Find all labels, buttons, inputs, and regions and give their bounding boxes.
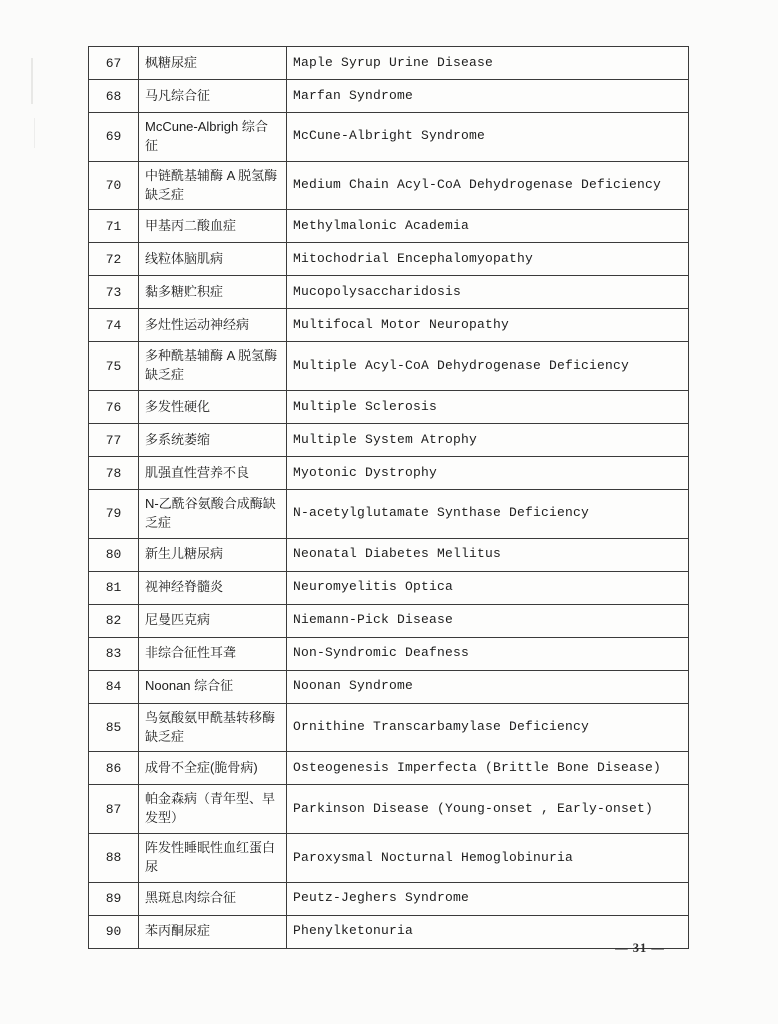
- english-name-cell: Phenylketonuria: [287, 915, 689, 948]
- row-number-cell: 77: [89, 424, 139, 457]
- table-row: [89, 490, 689, 539]
- row-number-cell: 83: [89, 637, 139, 670]
- row-number-cell: 80: [89, 538, 139, 571]
- table-row: [89, 161, 689, 210]
- english-name-cell: Medium Chain Acyl-CoA Dehydrogenase Deficiency: [287, 161, 689, 210]
- row-number-cell: 72: [89, 243, 139, 276]
- row-number-cell: 89: [89, 882, 139, 915]
- row-number-cell: 71: [89, 210, 139, 243]
- english-name-cell: Multiple System Atrophy: [287, 424, 689, 457]
- chinese-name-cell: 肌强直性营养不良: [139, 457, 287, 490]
- english-name-cell: Marfan Syndrome: [287, 80, 689, 113]
- table-row: [89, 571, 689, 604]
- english-name-cell: Multiple Acyl-CoA Dehydrogenase Deficiency: [287, 342, 689, 391]
- chinese-name-cell: 帕金森病（青年型、早发型）: [139, 785, 287, 834]
- table-row: [89, 47, 689, 80]
- scan-artifact: [31, 58, 33, 104]
- english-name-cell: Methylmalonic Academia: [287, 210, 689, 243]
- english-name-cell: Neonatal Diabetes Mellitus: [287, 538, 689, 571]
- chinese-name-cell: 线粒体脑肌病: [139, 243, 287, 276]
- english-name-cell: Maple Syrup Urine Disease: [287, 47, 689, 80]
- table-row: [89, 243, 689, 276]
- rare-disease-table: [88, 46, 689, 949]
- row-number-cell: 68: [89, 80, 139, 113]
- rare-disease-table-body: [89, 47, 689, 949]
- row-number-cell: 75: [89, 342, 139, 391]
- chinese-name-cell: 成骨不全症(脆骨病): [139, 752, 287, 785]
- row-number-cell: 82: [89, 604, 139, 637]
- chinese-name-cell: 非综合征性耳聋: [139, 637, 287, 670]
- chinese-name-cell: 苯丙酮尿症: [139, 915, 287, 948]
- chinese-name-cell: 多种酰基辅酶 A 脱氢酶缺乏症: [139, 342, 287, 391]
- chinese-name-cell: 黏多糖贮积症: [139, 276, 287, 309]
- chinese-name-cell: 多发性硬化: [139, 391, 287, 424]
- row-number-cell: 73: [89, 276, 139, 309]
- table-row: [89, 276, 689, 309]
- table-row: [89, 391, 689, 424]
- row-number-cell: 79: [89, 490, 139, 539]
- chinese-name-cell: Noonan 综合征: [139, 670, 287, 703]
- chinese-name-cell: McCune-Albrigh 综合征: [139, 113, 287, 162]
- english-name-cell: Mitochodrial Encephalomyopathy: [287, 243, 689, 276]
- row-number-cell: 74: [89, 309, 139, 342]
- table-row: [89, 637, 689, 670]
- english-name-cell: Niemann-Pick Disease: [287, 604, 689, 637]
- page-number: — 31 —: [615, 941, 665, 955]
- table-row: [89, 309, 689, 342]
- row-number-cell: 67: [89, 47, 139, 80]
- english-name-cell: Non-Syndromic Deafness: [287, 637, 689, 670]
- row-number-cell: 86: [89, 752, 139, 785]
- row-number-cell: 70: [89, 161, 139, 210]
- english-name-cell: Ornithine Transcarbamylase Deficiency: [287, 703, 689, 752]
- english-name-cell: Paroxysmal Nocturnal Hemoglobinuria: [287, 834, 689, 883]
- table-row: [89, 424, 689, 457]
- chinese-name-cell: 鸟氨酸氨甲酰基转移酶缺乏症: [139, 703, 287, 752]
- row-number-cell: 90: [89, 915, 139, 948]
- row-number-cell: 84: [89, 670, 139, 703]
- row-number-cell: 85: [89, 703, 139, 752]
- table-row: [89, 834, 689, 883]
- table-row: [89, 915, 689, 948]
- table-row: [89, 80, 689, 113]
- chinese-name-cell: 甲基丙二酸血症: [139, 210, 287, 243]
- chinese-name-cell: N-乙酰谷氨酸合成酶缺乏症: [139, 490, 287, 539]
- chinese-name-cell: 中链酰基辅酶 A 脱氢酶缺乏症: [139, 161, 287, 210]
- english-name-cell: Neuromyelitis Optica: [287, 571, 689, 604]
- row-number-cell: 87: [89, 785, 139, 834]
- chinese-name-cell: 多灶性运动神经病: [139, 309, 287, 342]
- english-name-cell: Parkinson Disease (Young-onset , Early-onset): [287, 785, 689, 834]
- chinese-name-cell: 阵发性睡眠性血红蛋白尿: [139, 834, 287, 883]
- english-name-cell: Myotonic Dystrophy: [287, 457, 689, 490]
- english-name-cell: Mucopolysaccharidosis: [287, 276, 689, 309]
- chinese-name-cell: 枫糖尿症: [139, 47, 287, 80]
- english-name-cell: McCune-Albright Syndrome: [287, 113, 689, 162]
- chinese-name-cell: 新生儿糖尿病: [139, 538, 287, 571]
- table-row: [89, 785, 689, 834]
- row-number-cell: 88: [89, 834, 139, 883]
- table-row: [89, 113, 689, 162]
- table-row: [89, 670, 689, 703]
- english-name-cell: Noonan Syndrome: [287, 670, 689, 703]
- table-row: [89, 342, 689, 391]
- table-row: [89, 538, 689, 571]
- chinese-name-cell: 黑斑息肉综合征: [139, 882, 287, 915]
- chinese-name-cell: 马凡综合征: [139, 80, 287, 113]
- table-row: [89, 882, 689, 915]
- chinese-name-cell: 多系统萎缩: [139, 424, 287, 457]
- table-row: [89, 210, 689, 243]
- row-number-cell: 76: [89, 391, 139, 424]
- table-row: [89, 457, 689, 490]
- row-number-cell: 69: [89, 113, 139, 162]
- english-name-cell: Peutz-Jeghers Syndrome: [287, 882, 689, 915]
- english-name-cell: Multifocal Motor Neuropathy: [287, 309, 689, 342]
- chinese-name-cell: 视神经脊髓炎: [139, 571, 287, 604]
- row-number-cell: 81: [89, 571, 139, 604]
- english-name-cell: Osteogenesis Imperfecta (Brittle Bone Disease): [287, 752, 689, 785]
- scan-artifact: [34, 118, 35, 148]
- english-name-cell: N-acetylglutamate Synthase Deficiency: [287, 490, 689, 539]
- table-row: [89, 703, 689, 752]
- row-number-cell: 78: [89, 457, 139, 490]
- chinese-name-cell: 尼曼匹克病: [139, 604, 287, 637]
- table-row: [89, 604, 689, 637]
- english-name-cell: Multiple Sclerosis: [287, 391, 689, 424]
- table-row: [89, 752, 689, 785]
